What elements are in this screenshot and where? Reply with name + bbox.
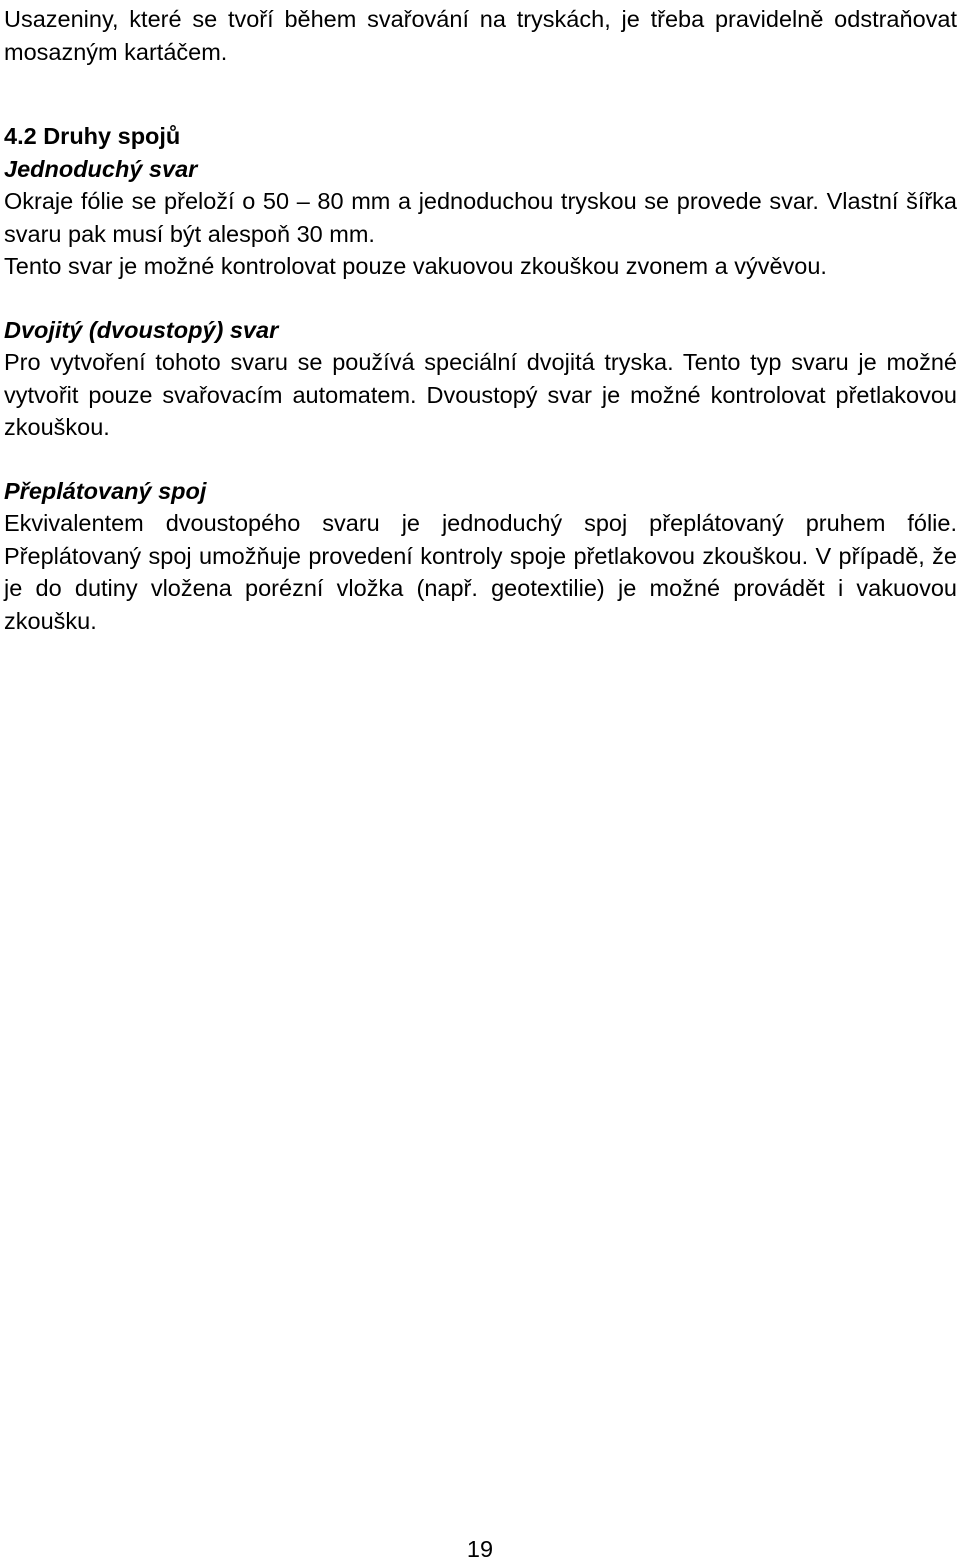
paragraph: Ekvivalentem dvoustopého svaru je jednoduchý spoj přeplátovaný pruhem fólie. Přeplátovaný spoj umožňuje provedení kontroly spoje přetlakovou zkouškou. V případě, že je do dutiny vložena porézní vložka (např. geotextilie) je možné provádět i vakuovou zkoušku.	[4, 510, 957, 634]
subsection-title: Dvojitý (dvoustopý) svar	[4, 316, 279, 343]
page-number: 19	[466, 1536, 494, 1562]
intro-paragraph: Usazeniny, které se tvoří během svařování na tryskách, je třeba pravidelně odstraňovat mosazným kartáčem.	[4, 6, 957, 65]
subsection-dvojity-svar	[4, 314, 957, 444]
section-heading: 4.2 Druhy spojů	[4, 123, 181, 149]
subsection-title: Jednoduchý svar	[4, 155, 198, 182]
paragraph: Okraje fólie se přeloží o 50 – 80 mm a jednoduchou tryskou se provede svar. Vlastní šířka svaru pak musí být alespoň 30 mm.	[4, 188, 957, 247]
subsection-jednoduchy-svar	[4, 153, 957, 283]
document-page	[4, 0, 957, 637]
paragraph: Pro vytvoření tohoto svaru se používá speciální dvojitá tryska. Tento typ svaru je možné vytvořit pouze svařovacím automatem. Dvoustopý svar je možné kontrolovat přetlakovou zkouškou.	[4, 349, 957, 440]
subsection-preplatovany-spoj	[4, 475, 957, 638]
paragraph: Tento svar je možné kontrolovat pouze vakuovou zkouškou zvonem a vývěvou.	[4, 253, 827, 279]
subsection-title: Přeplátovaný spoj	[4, 477, 207, 504]
